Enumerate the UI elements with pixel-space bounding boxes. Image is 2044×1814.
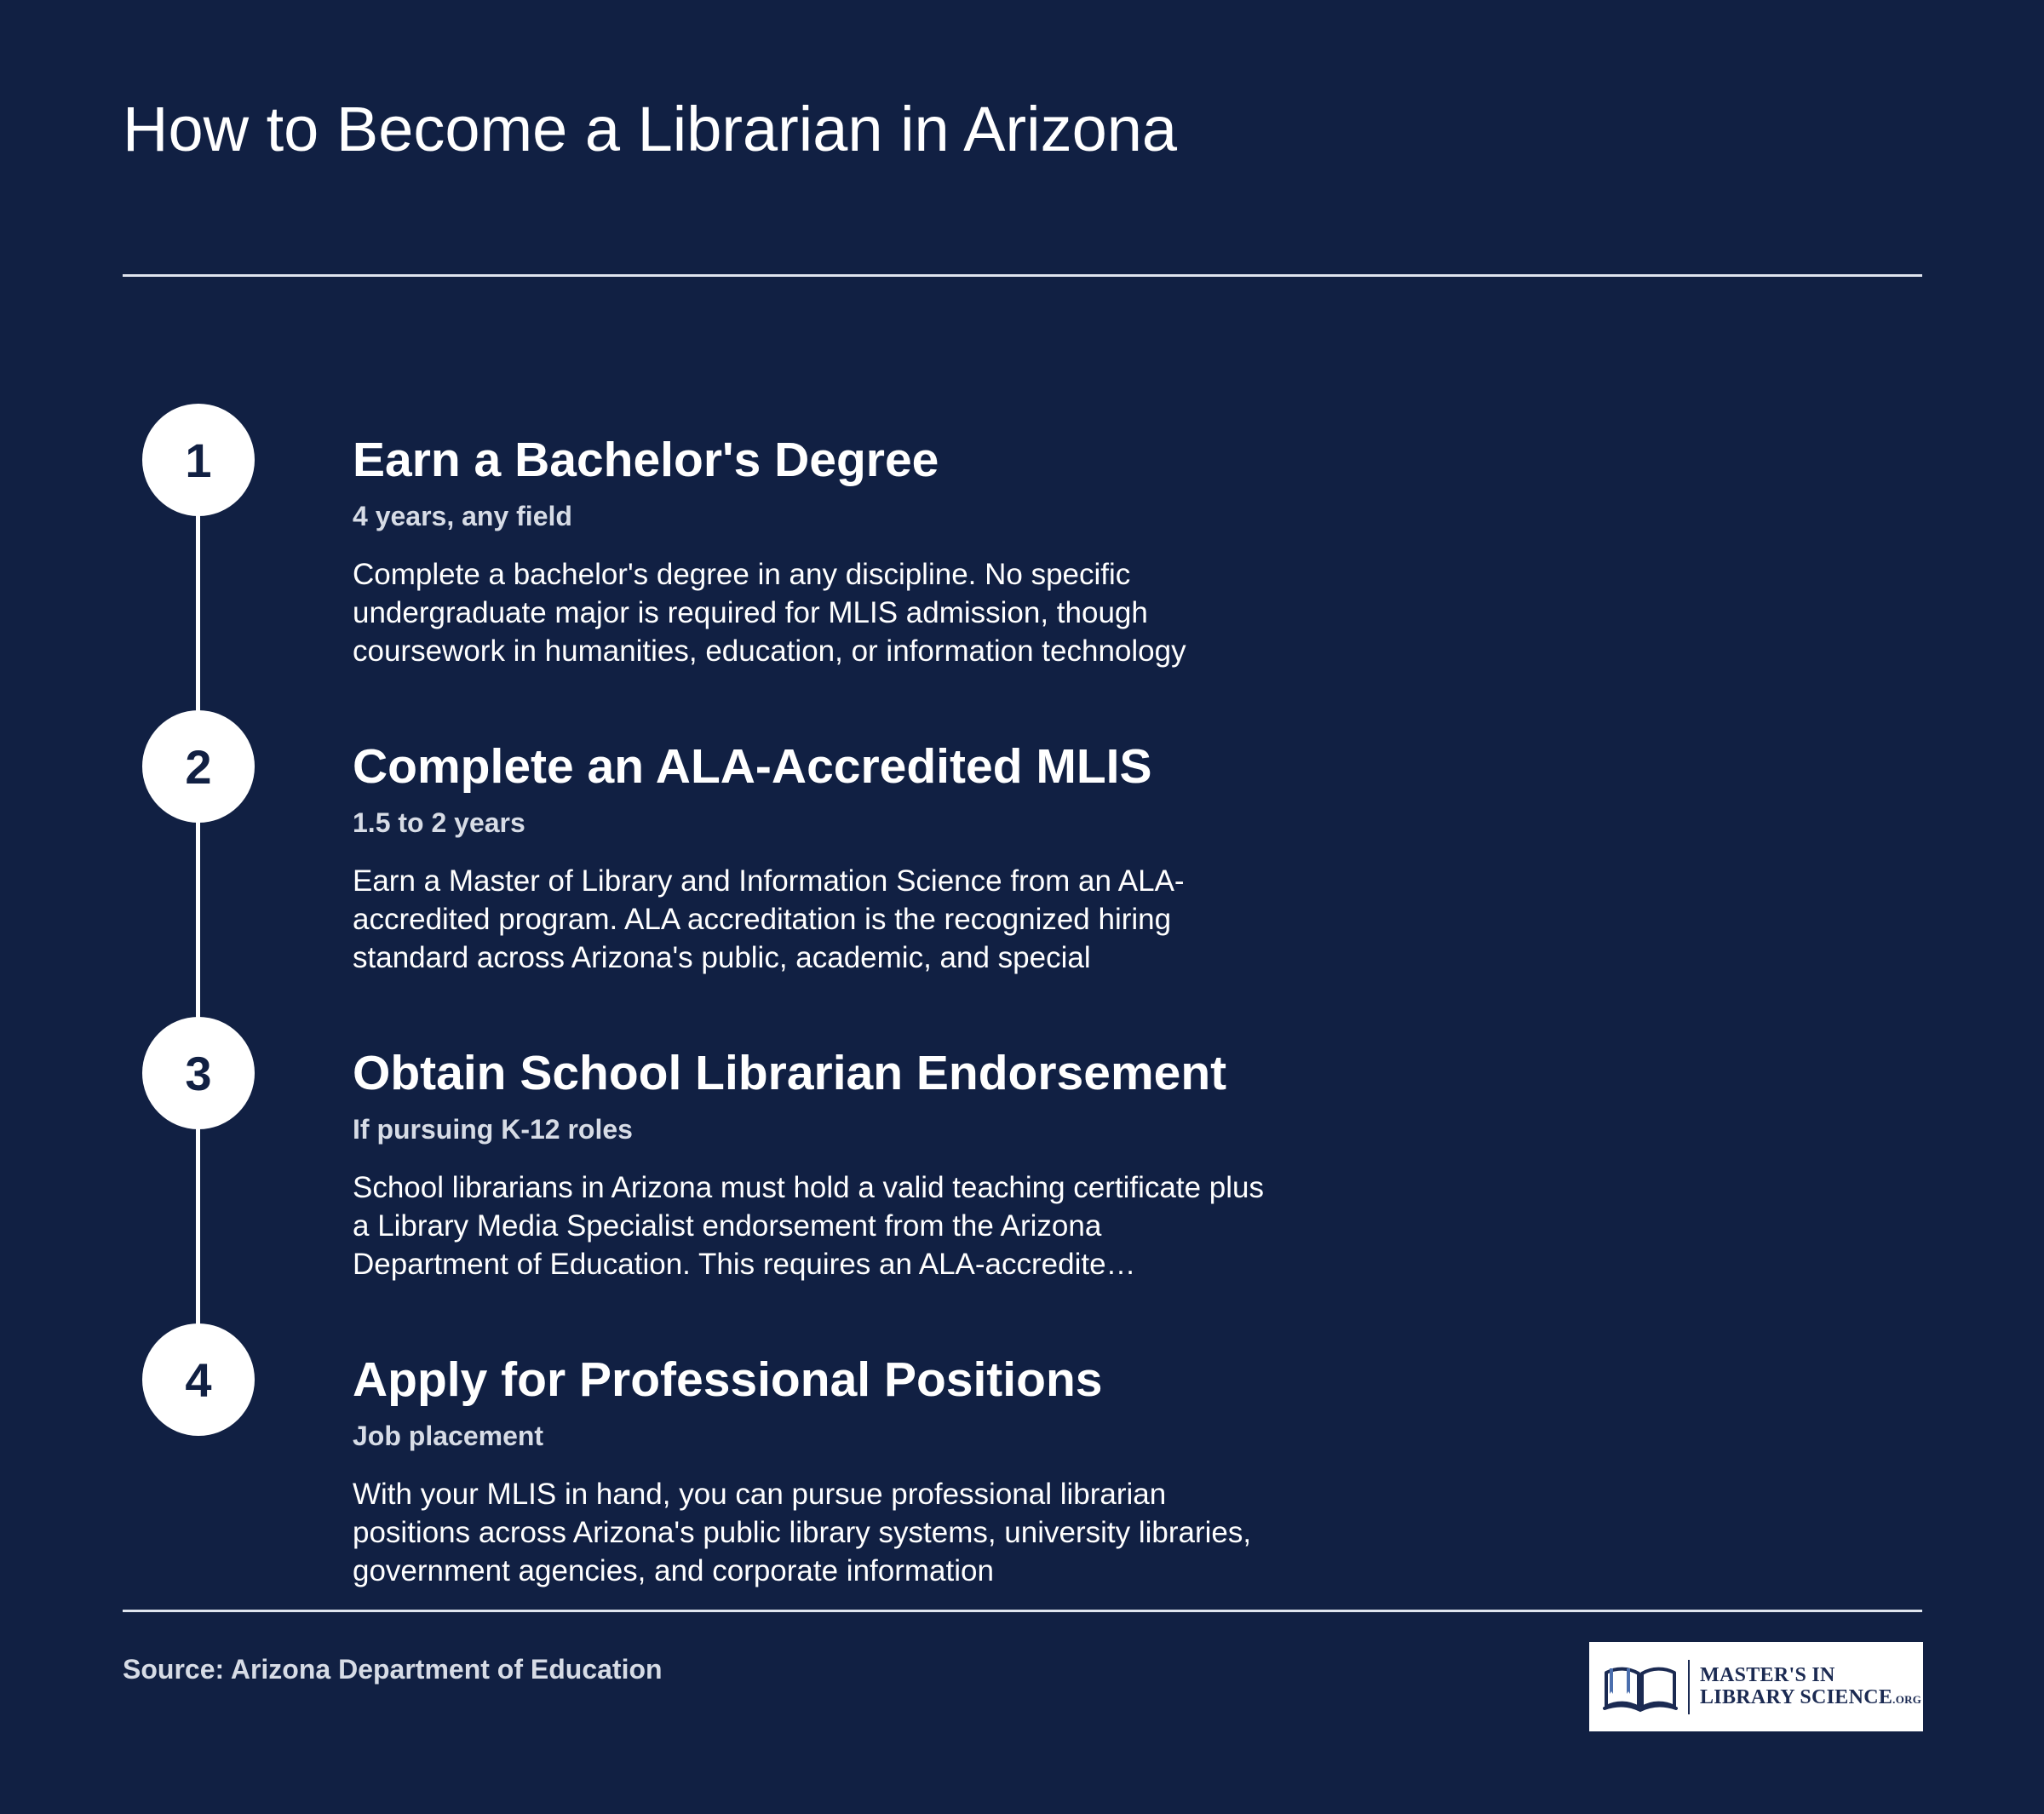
- step-4-number-badge: 4: [142, 1323, 255, 1436]
- open-book-icon: [1601, 1661, 1679, 1714]
- page-title: How to Become a Librarian in Arizona: [123, 94, 1178, 164]
- timeline-connector: [196, 460, 200, 1380]
- step-2-number-badge: 2: [142, 710, 255, 823]
- step-1-number-badge: 1: [142, 404, 255, 516]
- step-1-meta: 4 years, any field: [353, 501, 572, 531]
- logo-divider: [1688, 1660, 1690, 1714]
- step-4: [353, 1351, 1289, 1590]
- step-2-title: Complete an ALA-Accredited MLIS: [353, 739, 1152, 794]
- step-3-description: School librarians in Arizona must hold a valid teaching certificate plus a Library Media Specialist endorsement from the Arizona Department of Education. This requires an ALA-accredite…: [353, 1171, 1264, 1281]
- step-3-number-badge: 3: [142, 1017, 255, 1129]
- step-2-description: Earn a Master of Library and Information Science from an ALA-accredited program. ALA accreditation is the recognized hiring standard across Arizona's public, academic, and special: [353, 864, 1185, 974]
- step-4-meta: Job placement: [353, 1421, 544, 1451]
- footer-divider: [123, 1610, 1922, 1612]
- step-1-description: Complete a bachelor's degree in any discipline. No specific undergraduate major is required for MLIS admission, though coursework in humanities, education, or information technology: [353, 558, 1186, 668]
- header-divider: [123, 274, 1922, 277]
- source-note: Source: Arizona Department of Education: [123, 1654, 663, 1685]
- site-logo: [1589, 1642, 1923, 1731]
- logo-domain-suffix: .ORG: [1892, 1692, 1922, 1706]
- step-4-title: Apply for Professional Positions: [353, 1352, 1103, 1407]
- logo-line-2-text: LIBRARY SCIENCE: [1700, 1685, 1893, 1708]
- logo-wordmark: [1700, 1665, 1921, 1708]
- step-2: [353, 738, 1289, 977]
- step-3-title: Obtain School Librarian Endorsement: [353, 1046, 1227, 1100]
- step-2-meta: 1.5 to 2 years: [353, 807, 525, 838]
- step-4-description: With your MLIS in hand, you can pursue professional librarian positions across Arizona's public library systems, university libraries, government agencies, and corporate information: [353, 1478, 1252, 1587]
- step-1-title: Earn a Bachelor's Degree: [353, 433, 939, 487]
- logo-line-1: MASTER'S IN: [1700, 1664, 1835, 1687]
- logo-line-2: [1700, 1687, 1921, 1708]
- step-3: [353, 1044, 1289, 1283]
- step-1: [353, 431, 1289, 670]
- step-3-meta: If pursuing K-12 roles: [353, 1114, 633, 1145]
